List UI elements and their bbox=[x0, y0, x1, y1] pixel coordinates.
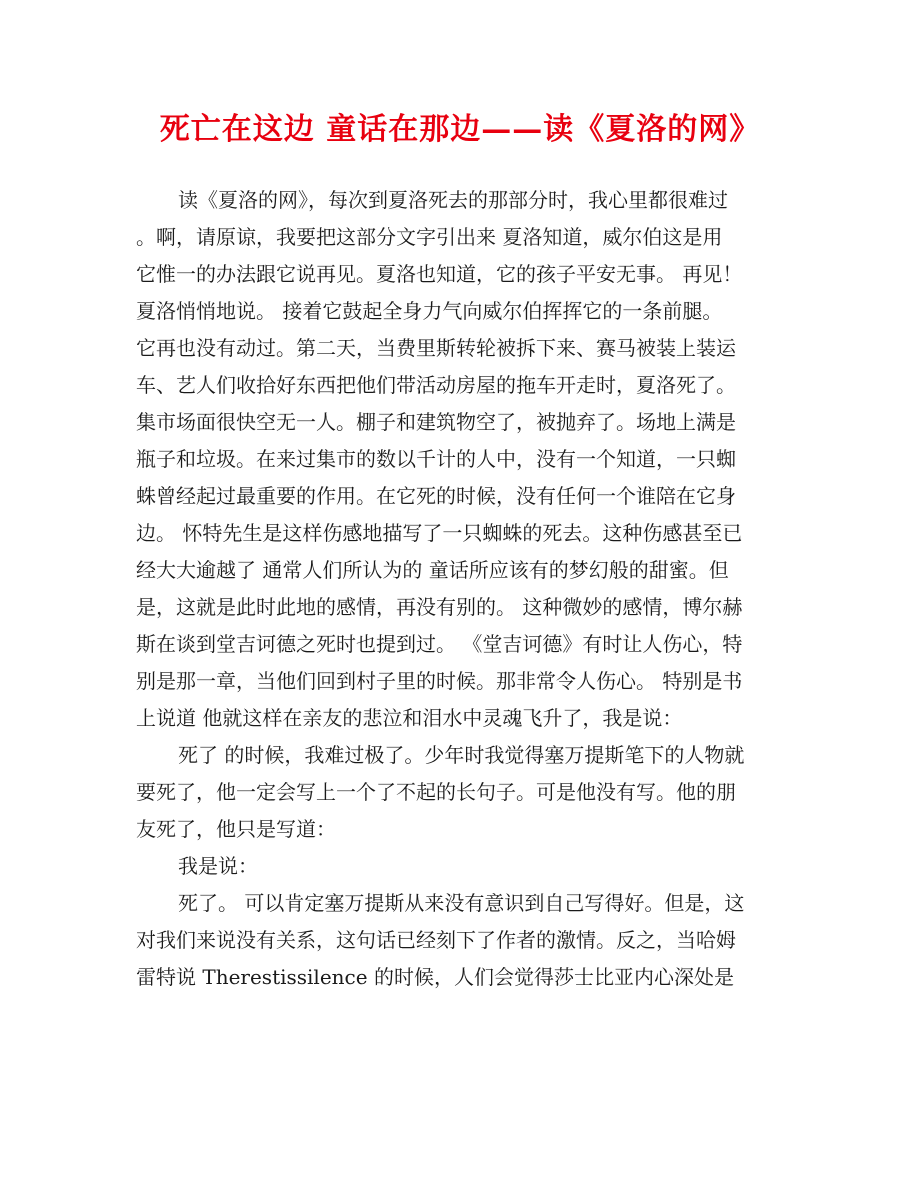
document-title: 死亡在这边 童话在那边——读《夏洛的网》 bbox=[159, 112, 761, 147]
paragraph-line: 瓶子和垃圾。在来过集市的数以千计的人中，没有一个知道，一只蜘 bbox=[136, 447, 736, 471]
paragraph-line: 。啊，请原谅，我要把这部分文字引出来 夏洛知道，威尔伯这是用 bbox=[136, 225, 723, 249]
paragraph-line: 蛛曾经起过最重要的作用。在它死的时候，没有任何一个谁陪在它身 bbox=[136, 484, 736, 508]
paragraph-line: 要死了，他一定会写上一个了不起的长句子。可是他没有写。他的朋 bbox=[136, 780, 736, 804]
paragraph-line: 边。 怀特先生是这样伤感地描写了一只蜘蛛的死去。这种伤感甚至已 bbox=[136, 521, 743, 545]
paragraph-line: 斯在谈到堂吉诃德之死时也提到过。 《堂吉诃德》有时让人伤心，特 bbox=[136, 632, 743, 656]
paragraph-line: 死了 的时候，我难过极了。少年时我觉得塞万提斯笔下的人物就 bbox=[178, 743, 745, 767]
paragraph-line: 它再也没有动过。第二天，当费里斯转轮被拆下来、赛马被装上装运 bbox=[136, 336, 736, 360]
paragraph-line: 是，这就是此时此地的感情，再没有别的。 这种微妙的感情，博尔赫 bbox=[136, 595, 743, 619]
paragraph-line: 夏洛悄悄地说。 接着它鼓起全身力气向威尔伯挥挥它的一条前腿。 bbox=[136, 299, 723, 323]
document-body bbox=[136, 182, 786, 996]
paragraph-line: 读《夏洛的网》，每次到夏洛死去的那部分时，我心里都很难过 bbox=[178, 188, 728, 212]
paragraph-line: 集市场面很快空无一人。棚子和建筑物空了，被抛弃了。场地上满是 bbox=[136, 410, 736, 434]
paragraph-line: 它惟一的办法跟它说再见。夏洛也知道，它的孩子平安无事。 再见！ bbox=[136, 262, 743, 286]
paragraph-line: 死了。 可以肯定塞万提斯从来没有意识到自己写得好。但是，这 bbox=[178, 891, 745, 915]
paragraph-line: 友死了，他只是写道： bbox=[136, 817, 336, 841]
paragraph-line: 上说道 他就这样在亲友的悲泣和泪水中灵魂飞升了，我是说： bbox=[136, 706, 683, 730]
paragraph-line: 我是说： bbox=[178, 854, 258, 878]
paragraph-line: 对我们来说没有关系，这句话已经刻下了作者的激情。反之，当哈姆 bbox=[136, 928, 736, 952]
paragraph-line: 雷特说 Therestissilence 的时候，人们会觉得莎士比亚内心深处是 bbox=[136, 965, 734, 989]
paragraph-line: 经大大逾越了 通常人们所认为的 童话所应该有的梦幻般的甜蜜。但 bbox=[136, 558, 729, 582]
paragraph-line: 别是那一章，当他们回到村子里的时候。那非常令人伤心。 特别是书 bbox=[136, 669, 743, 693]
paragraph-line: 车、艺人们收拾好东西把他们带活动房屋的拖车开走时，夏洛死了。 bbox=[136, 373, 736, 397]
